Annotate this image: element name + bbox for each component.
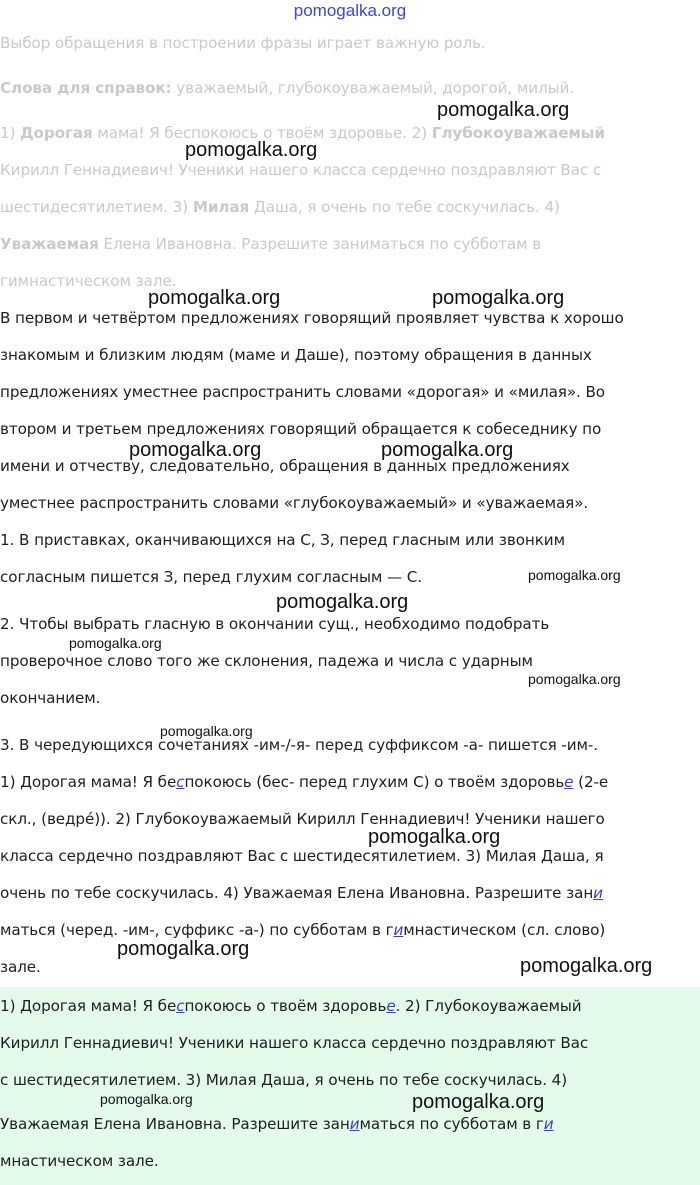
answer-text: . 2) Глубокоуважаемый <box>395 997 582 1015</box>
answer-line-1 <box>0 997 694 1015</box>
watermark: pomogalka.org <box>160 723 253 739</box>
explanation-line-6: уместнее распространить словами «глубокоуважаемый» и «уважаемая». <box>0 494 589 512</box>
watermark: pomogalka.org <box>185 139 318 161</box>
task-address-word: Уважаемая <box>0 235 99 253</box>
answer-text: покоюсь о твоём здоровь <box>184 997 387 1015</box>
explanation-line-1: В первом и четвёртом предложениях говорящий проявляет чувства к хорошо <box>0 309 624 327</box>
worked-line-5 <box>0 921 694 939</box>
task-line-3 <box>0 198 694 216</box>
watermark: pomogalka.org <box>100 1091 193 1107</box>
watermark: pomogalka.org <box>528 671 621 687</box>
site-header-logo[interactable]: pomogalka.org <box>293 1 407 20</box>
watermark: pomogalka.org <box>437 99 570 121</box>
inserted-letter: е <box>564 773 574 791</box>
worked-text: (2-е <box>573 773 609 791</box>
rule-1-line-2: согласным пишется З, перед глухим согласным — С. <box>0 568 423 586</box>
watermark: pomogalka.org <box>69 635 162 651</box>
answer-line-5: мнастическом зале. <box>0 1152 159 1170</box>
worked-text: очень по тебе соскучилась. 4) Уважаемая Елена Ивановна. Разрешите зан <box>0 884 594 902</box>
answer-line-2: Кирилл Геннадиевич! Ученики нашего класса сердечно поздравляют Вас <box>0 1034 589 1052</box>
task-text: шестидесятилетием. 3) <box>0 198 193 216</box>
watermark: pomogalka.org <box>520 955 653 977</box>
watermark: pomogalka.org <box>117 938 250 960</box>
rule-2-line-2: проверочное слово того же склонения, падежа и числа с ударным <box>0 652 533 670</box>
explanation-line-4: втором и третьем предложениях говорящий обращается к собеседнику по <box>0 420 602 438</box>
rule-1-line-1: 1. В приставках, оканчивающихся на С, З, перед гласным или звонким <box>0 531 565 549</box>
watermark: pomogalka.org <box>276 591 409 613</box>
task-address-word: Глубокоуважаемый <box>431 124 605 142</box>
worked-text: покоюсь (бес- перед глухим С) о твоём здоровь <box>184 773 565 791</box>
watermark: pomogalka.org <box>432 287 565 309</box>
watermark: pomogalka.org <box>528 567 621 583</box>
answer-line-4 <box>0 1115 694 1133</box>
answer-line-3: с шестидесятилетием. 3) Милая Даша, я очень по тебе соскучилась. 4) <box>0 1071 568 1089</box>
hint-words: уважаемый, глубокоуважаемый, дорогой, милый. <box>171 79 575 97</box>
task-hint <box>0 79 694 97</box>
explanation-line-2: знакомым и близким людям (маме и Даше), поэтому обращения в данных <box>0 346 592 364</box>
task-line-1 <box>0 124 694 142</box>
inserted-letter: е <box>386 997 396 1015</box>
watermark: pomogalka.org <box>148 287 281 309</box>
worked-line-2: скл., (ведрé)). 2) Глубокоуважаемый Кирилл Геннадиевич! Ученики нашего <box>0 810 605 828</box>
explanation-line-5: имени и отчеству, следовательно, обращения в данных предложениях <box>0 457 570 475</box>
worked-text: 1) Дорогая мама! Я бе <box>0 773 177 791</box>
task-address-word: Милая <box>192 198 250 216</box>
explanation-line-3: предложениях уместнее распространить словами «дорогая» и «милая». Во <box>0 383 606 401</box>
inserted-letter: и <box>593 884 603 902</box>
watermark: pomogalka.org <box>368 826 501 848</box>
inserted-letter: с <box>176 773 185 791</box>
rule-2-line-1: 2. Чтобы выбрать гласную в окончании сущ., необходимо подобрать <box>0 615 550 633</box>
watermark: pomogalka.org <box>412 1091 545 1113</box>
task-line-4 <box>0 235 694 253</box>
inserted-letter: и <box>393 921 404 939</box>
worked-line-4 <box>0 884 694 902</box>
task-text: 1) <box>0 124 21 142</box>
task-intro: Выбор обращения в построении фразы играет важную роль. <box>0 34 486 52</box>
worked-text: маться (черед. -им-, суффикс -а-) по субботам в г <box>0 921 394 939</box>
answer-text: 1) Дорогая мама! Я бе <box>0 997 177 1015</box>
inserted-letter: с <box>176 997 185 1015</box>
hint-label: Слова для справок: <box>0 79 172 97</box>
worked-line-3: класса сердечно поздравляют Вас с шестидесятилетием. 3) Милая Даша, я <box>0 847 604 865</box>
rule-3: 3. В чередующихся сочетаниях -им-/-я- перед суффиксом -а- пишется -им-. <box>0 736 598 754</box>
task-text: Елена Ивановна. Разрешите заниматься по субботам в <box>98 235 542 253</box>
answer-text: маться по субботам в г <box>359 1115 544 1133</box>
task-text: мама! Я беспокоюсь о твоём здоровье. 2) <box>92 124 432 142</box>
task-line-2: Кирилл Геннадиевич! Ученики нашего класса сердечно поздравляют Вас с <box>0 161 602 179</box>
rule-2-line-3: окончанием. <box>0 689 101 707</box>
worked-line-1 <box>0 773 694 791</box>
worked-text: мнастическом (сл. слово) <box>403 921 606 939</box>
watermark: pomogalka.org <box>381 439 514 461</box>
task-text: Даша, я очень по тебе соскучилась. 4) <box>249 198 560 216</box>
inserted-letter: и <box>543 1115 554 1133</box>
watermark: pomogalka.org <box>129 439 262 461</box>
task-line-5: гимнастическом зале. <box>0 272 177 290</box>
inserted-letter: и <box>349 1115 360 1133</box>
answer-text: Уважаемая Елена Ивановна. Разрешите зан <box>0 1115 350 1133</box>
worked-line-6: зале. <box>0 958 41 976</box>
task-address-word: Дорогая <box>20 124 93 142</box>
